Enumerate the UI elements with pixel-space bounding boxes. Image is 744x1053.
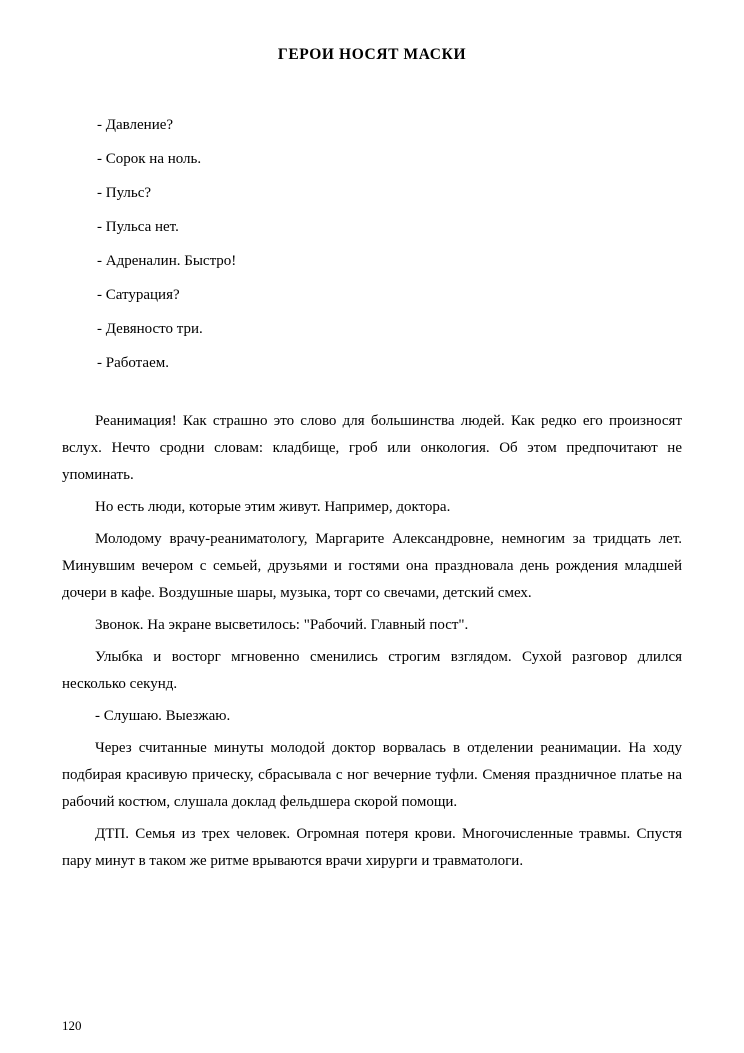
dialogue-line: - Девяносто три.: [97, 321, 203, 337]
body-paragraph: Но есть люди, которые этим живут. Например, доктора.: [95, 499, 451, 515]
dialogue-line: - Пульс?: [97, 185, 152, 201]
dialogue-line: - Сатурация?: [97, 287, 180, 303]
dialogue-line: - Сорок на ноль.: [97, 151, 202, 167]
body-dialogue-line: - Слушаю. Выезжаю.: [95, 708, 231, 724]
body-paragraph: Молодому врачу-реаниматологу, Маргарите Александровне, немногим за тридцать лет. Минувшим вечером с семьей, друзьями и гостями она праздновала день рождения младшей дочери в кафе. Воздушные шары, музыка, торт со свечами, детский смех.: [62, 531, 682, 601]
body-paragraph: Реанимация! Как страшно это слово для большинства людей. Как редко его произносят вслух. Нечто сродни словам: кладбище, гроб или онкология. Об этом предпочитают не упоминать.: [62, 413, 682, 483]
dialogue-line: - Пульса нет.: [97, 219, 179, 235]
page-number: 120: [62, 1018, 82, 1033]
body-text-block: [62, 408, 682, 880]
body-paragraph: ДТП. Семья из трех человек. Огромная потеря крови. Многочисленные травмы. Спустя пару минут в таком же ритме врываются врачи хирурги и травматологи.: [62, 826, 682, 869]
page-title: ГЕРОИ НОСЯТ МАСКИ: [277, 46, 467, 64]
dialogue-line: - Адреналин. Быстро!: [97, 253, 237, 269]
dialogue-line: - Работаем.: [97, 355, 169, 371]
body-paragraph: Звонок. На экране высветилось: "Рабочий. Главный пост".: [95, 617, 469, 633]
body-paragraph: Улыбка и восторг мгновенно сменились строгим взглядом. Сухой разговор длился несколько секунд.: [62, 649, 682, 692]
dialogue-block: [97, 108, 657, 380]
dialogue-line: - Давление?: [97, 117, 174, 133]
body-paragraph: Через считанные минуты молодой доктор ворвалась в отделении реанимации. На ходу подбирая красивую прическу, сбрасывала с ног вечерние туфли. Сменяя праздничное платье на рабочий костюм, слушала доклад фельдшера скорой помощи.: [62, 740, 682, 810]
